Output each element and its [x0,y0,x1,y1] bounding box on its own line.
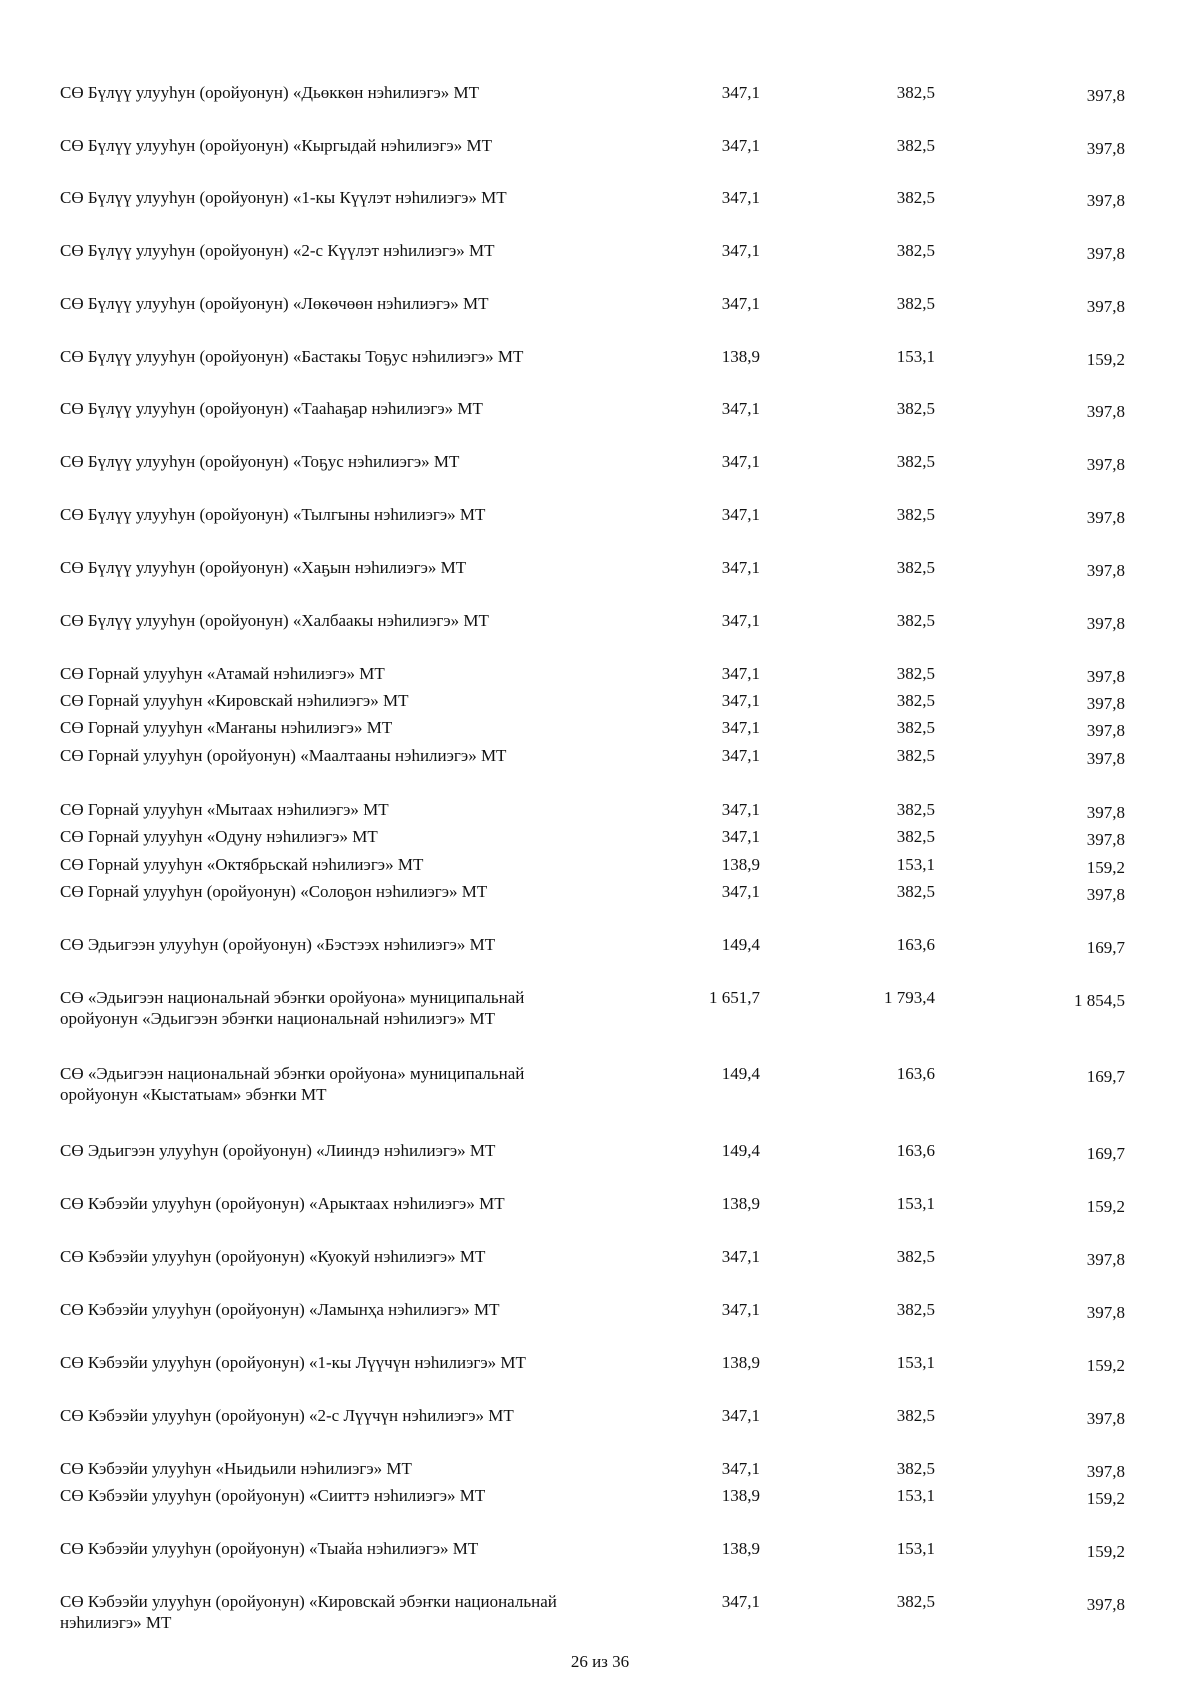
row-value-3: 159,2 [1086,1542,1125,1561]
row-name: СӨ Горнай улууһун «Атамай нэһилиэгэ» МТ [60,664,385,683]
row-name: СӨ Бүлүү улууһун (оройуонун) «Лөкөчөөн нэһилиэгэ» МТ [60,294,489,313]
row-name: СӨ Бүлүү улууһун (оройуонун) «Тоҕус нэһилиэгэ» МТ [60,452,460,471]
row-value-1: 138,9 [721,1194,760,1213]
row-value-2: 382,5 [896,800,935,819]
row-value-1: 347,1 [721,558,760,577]
row-value-2: 382,5 [896,399,935,418]
row-value-3: 169,7 [1086,1067,1125,1086]
row-value-3: 397,8 [1086,749,1125,768]
row-value-3: 397,8 [1086,803,1125,822]
row-value-1: 149,4 [721,935,760,954]
row-value-2: 382,5 [896,294,935,313]
row-value-3: 159,2 [1086,858,1125,877]
row-value-2: 382,5 [896,1459,935,1478]
row-name: СӨ Горнай улууһун «Одуну нэһилиэгэ» МТ [60,827,378,846]
row-name: СӨ Кэбээйи улууһун (оройуонун) «Арыктаах нэһилиэгэ» МТ [60,1194,505,1213]
row-value-1: 347,1 [721,452,760,471]
row-value-2: 163,6 [896,935,935,954]
row-name: СӨ Эдьигээн улууһун (оройуонун) «Лииндэ нэһилиэгэ» МТ [60,1141,496,1160]
row-value-2: 382,5 [896,1300,935,1319]
row-value-1: 347,1 [721,188,760,207]
row-value-2: 382,5 [896,136,935,155]
row-value-2: 382,5 [896,746,935,765]
row-value-2: 1 793,4 [884,988,935,1007]
row-value-3: 397,8 [1086,721,1125,740]
row-value-2: 382,5 [896,188,935,207]
row-value-3: 397,8 [1086,1409,1125,1428]
row-value-2: 382,5 [896,718,935,737]
row-value-2: 153,1 [896,347,935,366]
row-value-3: 159,2 [1086,1489,1125,1508]
row-name: СӨ Кэбээйи улууһун (оройуонун) «Ламынҳа нэһилиэгэ» МТ [60,1300,500,1319]
row-value-1: 347,1 [721,399,760,418]
row-value-3: 397,8 [1086,561,1125,580]
row-name: СӨ «Эдьигээн национальнай эбэҥки оройуона» муниципальнай оройуонун «Эдьигээн эбэҥки национальнай нэһилиэгэ» МТ [60,988,525,1028]
row-value-2: 153,1 [896,1194,935,1213]
row-name: СӨ Горнай улууһун «Кировскай нэһилиэгэ» МТ [60,691,409,710]
row-value-3: 397,8 [1086,139,1125,158]
row-value-3: 397,8 [1086,402,1125,421]
row-value-3: 397,8 [1086,455,1125,474]
row-value-2: 153,1 [896,855,935,874]
row-name: СӨ Кэбээйи улууһун (оройуонун) «Куокуй нэһилиэгэ» МТ [60,1247,486,1266]
row-value-2: 153,1 [896,1486,935,1505]
row-value-2: 382,5 [896,1592,935,1611]
row-value-1: 347,1 [721,505,760,524]
row-value-3: 397,8 [1086,244,1125,263]
row-value-3: 397,8 [1086,885,1125,904]
row-value-1: 347,1 [721,1300,760,1319]
row-value-3: 159,2 [1086,1197,1125,1216]
row-value-3: 397,8 [1086,191,1125,210]
row-value-3: 397,8 [1086,1462,1125,1481]
row-name: СӨ Кэбээйи улууһун «Ньидьили нэһилиэгэ» МТ [60,1459,412,1478]
row-name: СӨ Кэбээйи улууһун (оройуонун) «1-кы Лүүчүн нэһилиэгэ» МТ [60,1353,526,1372]
row-value-2: 163,6 [896,1141,935,1160]
row-name: СӨ Горнай улууһун «Мытаах нэһилиэгэ» МТ [60,800,389,819]
row-value-3: 1 854,5 [1074,991,1125,1010]
row-name: СӨ Бүлүү улууһун (оройуонун) «Хаҕын нэһилиэгэ» МТ [60,558,467,577]
row-value-2: 153,1 [896,1353,935,1372]
row-value-2: 382,5 [896,452,935,471]
row-value-3: 159,2 [1086,1356,1125,1375]
row-name: СӨ Кэбээйи улууһун (оройуонун) «2-с Лүүчүн нэһилиэгэ» МТ [60,1406,514,1425]
row-name: СӨ Бүлүү улууһун (оройуонун) «Бастакы Тоҕус нэһилиэгэ» МТ [60,347,524,366]
row-name: СӨ Кэбээйи улууһун (оройуонун) «Кировскай эбэҥки национальнай нэһилиэгэ» МТ [60,1592,557,1632]
row-name: СӨ Кэбээйи улууһун (оройуонун) «Сииттэ нэһилиэгэ» МТ [60,1486,486,1505]
row-value-1: 149,4 [721,1064,760,1083]
row-value-2: 382,5 [896,664,935,683]
row-value-1: 347,1 [721,1247,760,1266]
row-value-2: 153,1 [896,1539,935,1558]
row-name: СӨ Бүлүү улууһун (оройуонун) «Дьөккөн нэһилиэгэ» МТ [60,83,479,102]
row-name: СӨ Бүлүү улууһун (оройуонун) «Тааһаҕар нэһилиэгэ» МТ [60,399,483,418]
row-value-2: 382,5 [896,241,935,260]
row-value-2: 382,5 [896,558,935,577]
row-name: СӨ Горнай улууһун «Октябрьскай нэһилиэгэ» МТ [60,855,424,874]
row-value-1: 138,9 [721,855,760,874]
row-value-3: 397,8 [1086,86,1125,105]
row-value-1: 347,1 [721,800,760,819]
page-number: 26 из 36 [570,1652,630,1671]
row-value-3: 397,8 [1086,614,1125,633]
row-value-3: 159,2 [1086,350,1125,369]
row-value-2: 382,5 [896,1247,935,1266]
row-value-3: 169,7 [1086,1144,1125,1163]
row-name: СӨ «Эдьигээн национальнай эбэҥки оройуона» муниципальнай оройуонун «Кыстатыам» эбэҥки МТ [60,1064,525,1104]
row-value-3: 397,8 [1086,667,1125,686]
row-value-2: 382,5 [896,827,935,846]
row-value-1: 138,9 [721,1486,760,1505]
row-value-1: 347,1 [721,83,760,102]
row-value-2: 382,5 [896,83,935,102]
row-value-1: 347,1 [721,827,760,846]
row-value-1: 347,1 [721,611,760,630]
row-value-1: 347,1 [721,294,760,313]
row-value-1: 347,1 [721,1459,760,1478]
row-value-3: 397,8 [1086,1250,1125,1269]
row-name: СӨ Эдьигээн улууһун (оройуонун) «Бэстээх нэһилиэгэ» МТ [60,935,496,954]
row-value-1: 347,1 [721,746,760,765]
row-value-1: 138,9 [721,1353,760,1372]
row-value-2: 382,5 [896,611,935,630]
row-value-3: 397,8 [1086,297,1125,316]
row-name: СӨ Горнай улууһун «Маҥаны нэһилиэгэ» МТ [60,718,393,737]
row-value-1: 347,1 [721,691,760,710]
row-value-1: 347,1 [721,664,760,683]
row-value-3: 397,8 [1086,694,1125,713]
row-name: СӨ Бүлүү улууһун (оройуонун) «1-кы Күүлэт нэһилиэгэ» МТ [60,188,507,207]
row-value-1: 347,1 [721,1592,760,1611]
row-name: СӨ Бүлүү улууһун (оройуонун) «Кыргыдай нэһилиэгэ» МТ [60,136,492,155]
row-value-1: 149,4 [721,1141,760,1160]
row-name: СӨ Горнай улууһун (оройуонун) «Солоҕон нэһилиэгэ» МТ [60,882,488,901]
row-value-3: 169,7 [1086,938,1125,957]
row-value-1: 347,1 [721,718,760,737]
row-value-3: 397,8 [1086,1595,1125,1614]
row-value-2: 382,5 [896,505,935,524]
row-value-1: 347,1 [721,136,760,155]
row-value-1: 138,9 [721,1539,760,1558]
row-value-1: 347,1 [721,241,760,260]
row-name: СӨ Бүлүү улууһун (оройуонун) «Халбаакы нэһилиэгэ» МТ [60,611,489,630]
row-value-2: 382,5 [896,691,935,710]
row-name: СӨ Кэбээйи улууһун (оройуонун) «Тыайа нэһилиэгэ» МТ [60,1539,479,1558]
row-name: СӨ Бүлүү улууһун (оройуонун) «Тылгыны нэһилиэгэ» МТ [60,505,486,524]
row-name: СӨ Горнай улууһун (оройуонун) «Маалтааны нэһилиэгэ» МТ [60,746,507,765]
row-value-3: 397,8 [1086,508,1125,527]
row-value-1: 138,9 [721,347,760,366]
row-value-2: 382,5 [896,1406,935,1425]
row-value-3: 397,8 [1086,1303,1125,1322]
row-value-3: 397,8 [1086,830,1125,849]
row-name: СӨ Бүлүү улууһун (оройуонун) «2-с Күүлэт нэһилиэгэ» МТ [60,241,495,260]
row-value-2: 163,6 [896,1064,935,1083]
row-value-2: 382,5 [896,882,935,901]
row-value-1: 347,1 [721,1406,760,1425]
row-value-1: 347,1 [721,882,760,901]
row-value-1: 1 651,7 [709,988,760,1007]
